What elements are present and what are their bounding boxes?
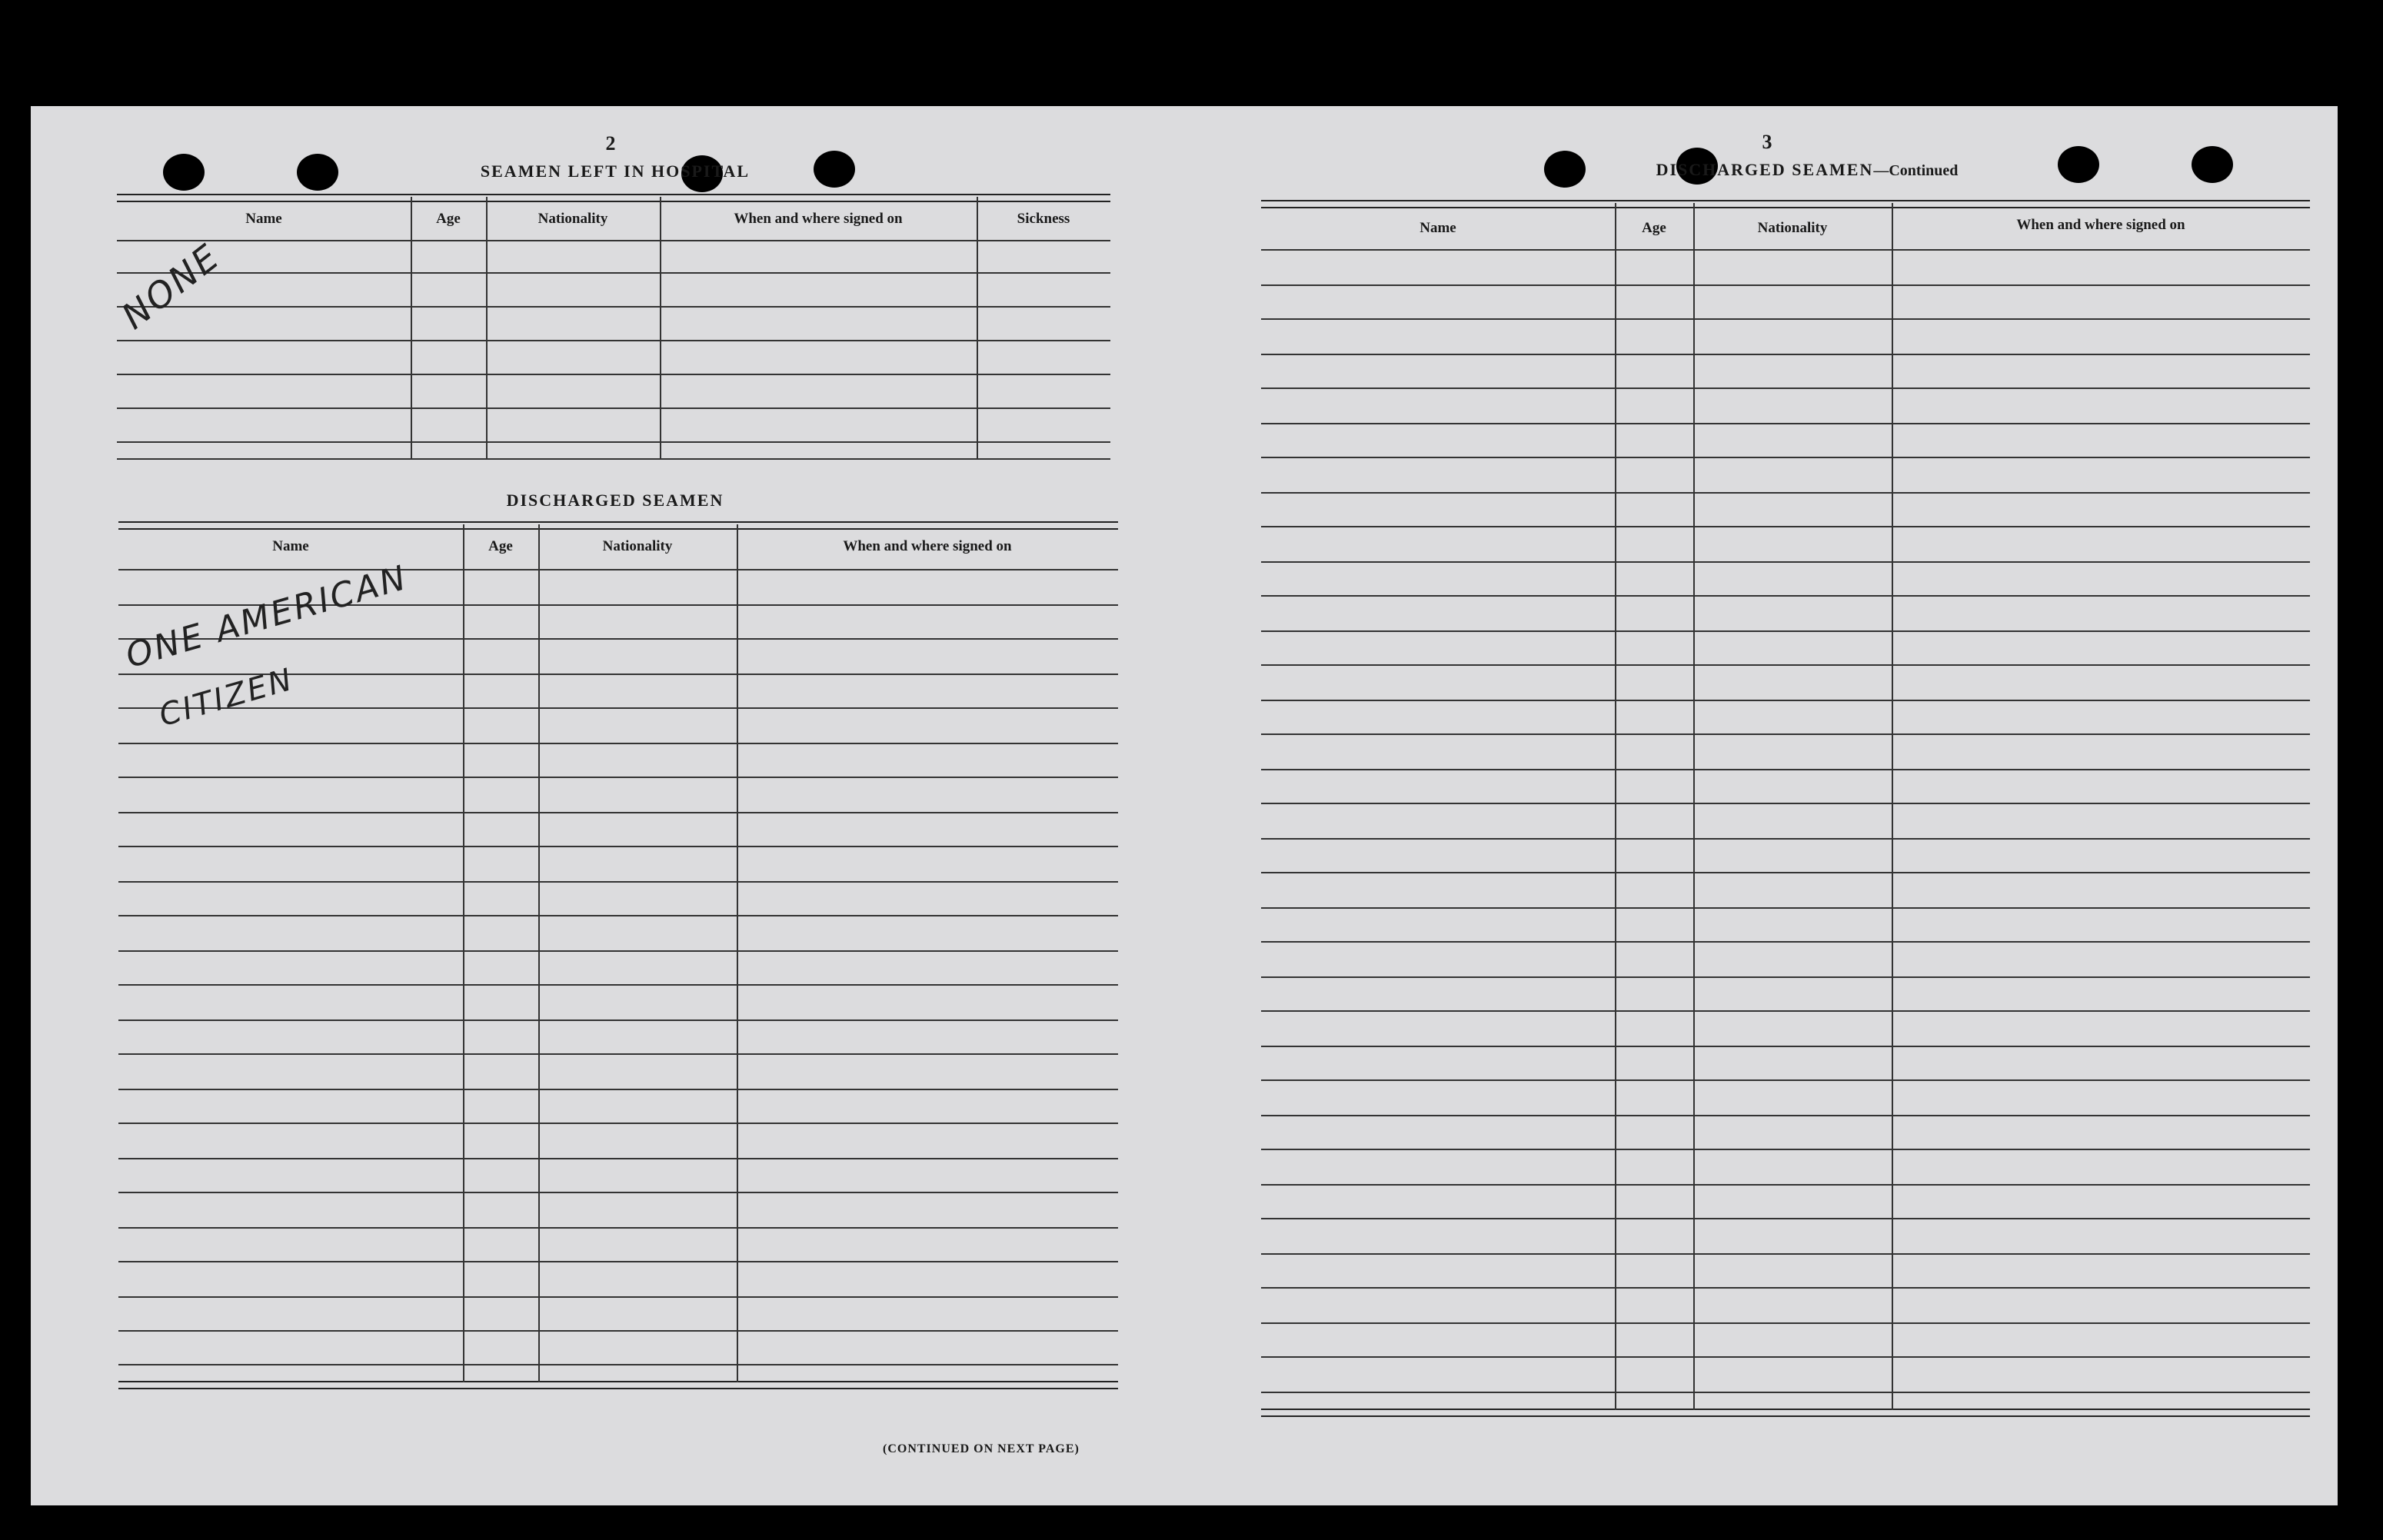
row-line xyxy=(118,777,1118,778)
row-line xyxy=(117,306,1110,308)
row-line xyxy=(1261,803,2310,804)
row-line xyxy=(1261,595,2310,597)
row-line xyxy=(1261,941,2310,943)
row-line xyxy=(1261,1079,2310,1081)
column-header-name: Name xyxy=(1419,220,1456,236)
row-line xyxy=(118,1053,1118,1055)
row-line xyxy=(1261,526,2310,527)
column-header-signed-on: When and where signed on xyxy=(734,211,903,227)
punch-hole-icon xyxy=(1544,151,1586,188)
column-divider xyxy=(977,197,978,458)
row-line xyxy=(118,812,1118,813)
column-header-name: Name xyxy=(272,538,309,554)
hospital-table xyxy=(117,194,1110,475)
row-line xyxy=(117,340,1110,341)
punch-hole-icon xyxy=(2192,146,2233,183)
row-line xyxy=(118,846,1118,847)
continued-footer: (CONTINUED ON NEXT PAGE) xyxy=(883,1442,1080,1455)
column-divider xyxy=(1693,203,1695,1410)
punch-hole-icon xyxy=(297,154,338,191)
row-line xyxy=(1261,284,2310,286)
table-top-rule xyxy=(1261,200,2310,208)
page-number-right: 3 xyxy=(1762,131,1772,153)
row-line xyxy=(118,915,1118,916)
row-line xyxy=(1261,1287,2310,1289)
row-line xyxy=(1261,1253,2310,1255)
discharged-section-title: DISCHARGED SEAMEN xyxy=(506,491,724,510)
row-line xyxy=(1261,354,2310,355)
row-line xyxy=(118,1089,1118,1090)
column-divider xyxy=(538,524,540,1382)
row-line xyxy=(1261,630,2310,632)
row-line xyxy=(117,458,1110,460)
column-header-signed-on: When and where signed on xyxy=(2016,217,2185,233)
column-header-signed-on: When and where signed on xyxy=(843,538,1012,554)
row-line xyxy=(1261,423,2310,424)
punch-hole-icon xyxy=(814,151,855,188)
column-divider xyxy=(737,524,738,1382)
row-line xyxy=(117,374,1110,375)
handwritten-none: NONE xyxy=(114,235,228,338)
row-line xyxy=(118,950,1118,952)
row-line xyxy=(118,984,1118,986)
column-divider xyxy=(411,197,412,458)
table-bottom-rule xyxy=(1261,1409,2310,1417)
row-line xyxy=(118,1330,1118,1332)
row-line xyxy=(1261,976,2310,978)
row-line xyxy=(1261,492,2310,494)
row-line xyxy=(118,638,1118,640)
row-line xyxy=(118,1364,1118,1365)
discharged-table-left xyxy=(118,521,1118,1429)
row-line xyxy=(1261,561,2310,563)
row-line xyxy=(1261,1356,2310,1358)
row-line xyxy=(117,272,1110,274)
title-continued-suffix: —Continued xyxy=(1873,162,1959,179)
column-header-age: Age xyxy=(1642,220,1666,236)
row-line xyxy=(1261,1392,2310,1393)
row-line xyxy=(1261,700,2310,701)
column-header-name: Name xyxy=(245,211,282,227)
row-line xyxy=(117,240,1110,241)
page-number-left: 2 xyxy=(605,132,616,155)
row-line xyxy=(1261,1046,2310,1047)
discharged-continued-title xyxy=(1599,160,2015,180)
row-line xyxy=(118,1296,1118,1298)
row-line xyxy=(117,441,1110,443)
row-line xyxy=(117,407,1110,409)
table-bottom-rule xyxy=(118,1381,1118,1389)
column-divider xyxy=(1615,203,1616,1410)
handwritten-citizen: CITIZEN xyxy=(155,661,298,734)
discharged-table-right xyxy=(1261,200,2310,1438)
column-header-nationality: Nationality xyxy=(538,211,608,227)
row-line xyxy=(118,1192,1118,1193)
column-header-age: Age xyxy=(436,211,461,227)
table-top-rule xyxy=(117,194,1110,202)
row-line xyxy=(1261,1149,2310,1150)
row-line xyxy=(1261,318,2310,320)
row-line xyxy=(1261,1184,2310,1186)
row-line xyxy=(118,881,1118,883)
row-line xyxy=(1261,733,2310,735)
row-line xyxy=(118,707,1118,709)
column-divider xyxy=(486,197,488,458)
column-header-sickness: Sickness xyxy=(1017,211,1070,227)
row-line xyxy=(1261,1218,2310,1219)
column-divider xyxy=(463,524,464,1382)
row-line xyxy=(118,1227,1118,1229)
discharged-continued-title-main: DISCHARGED SEAMEN xyxy=(1656,160,1874,179)
column-header-nationality: Nationality xyxy=(602,538,673,554)
column-header-age: Age xyxy=(488,538,513,554)
row-line xyxy=(118,743,1118,744)
column-divider xyxy=(1892,203,1893,1410)
row-line xyxy=(1261,769,2310,770)
record-sheet xyxy=(31,106,2338,1505)
row-line xyxy=(1261,1010,2310,1012)
row-line xyxy=(1261,664,2310,666)
row-line xyxy=(1261,838,2310,840)
row-line xyxy=(118,569,1118,570)
row-line xyxy=(1261,907,2310,909)
row-line xyxy=(1261,387,2310,389)
row-line xyxy=(1261,457,2310,458)
punch-hole-icon xyxy=(2058,146,2099,183)
row-line xyxy=(118,1158,1118,1159)
row-line xyxy=(118,1019,1118,1021)
row-line xyxy=(118,1261,1118,1262)
row-line xyxy=(1261,1115,2310,1116)
column-header-nationality: Nationality xyxy=(1757,220,1828,236)
row-line xyxy=(118,1123,1118,1124)
row-line xyxy=(1261,1322,2310,1324)
handwritten-one-american: ONE AMERICAN xyxy=(121,557,412,677)
column-divider xyxy=(660,197,661,458)
punch-hole-icon xyxy=(163,154,205,191)
row-line xyxy=(1261,872,2310,873)
hospital-section-title: SEAMEN LEFT IN HOSPITAL xyxy=(480,161,751,181)
row-line xyxy=(1261,249,2310,251)
table-top-rule xyxy=(118,521,1118,530)
